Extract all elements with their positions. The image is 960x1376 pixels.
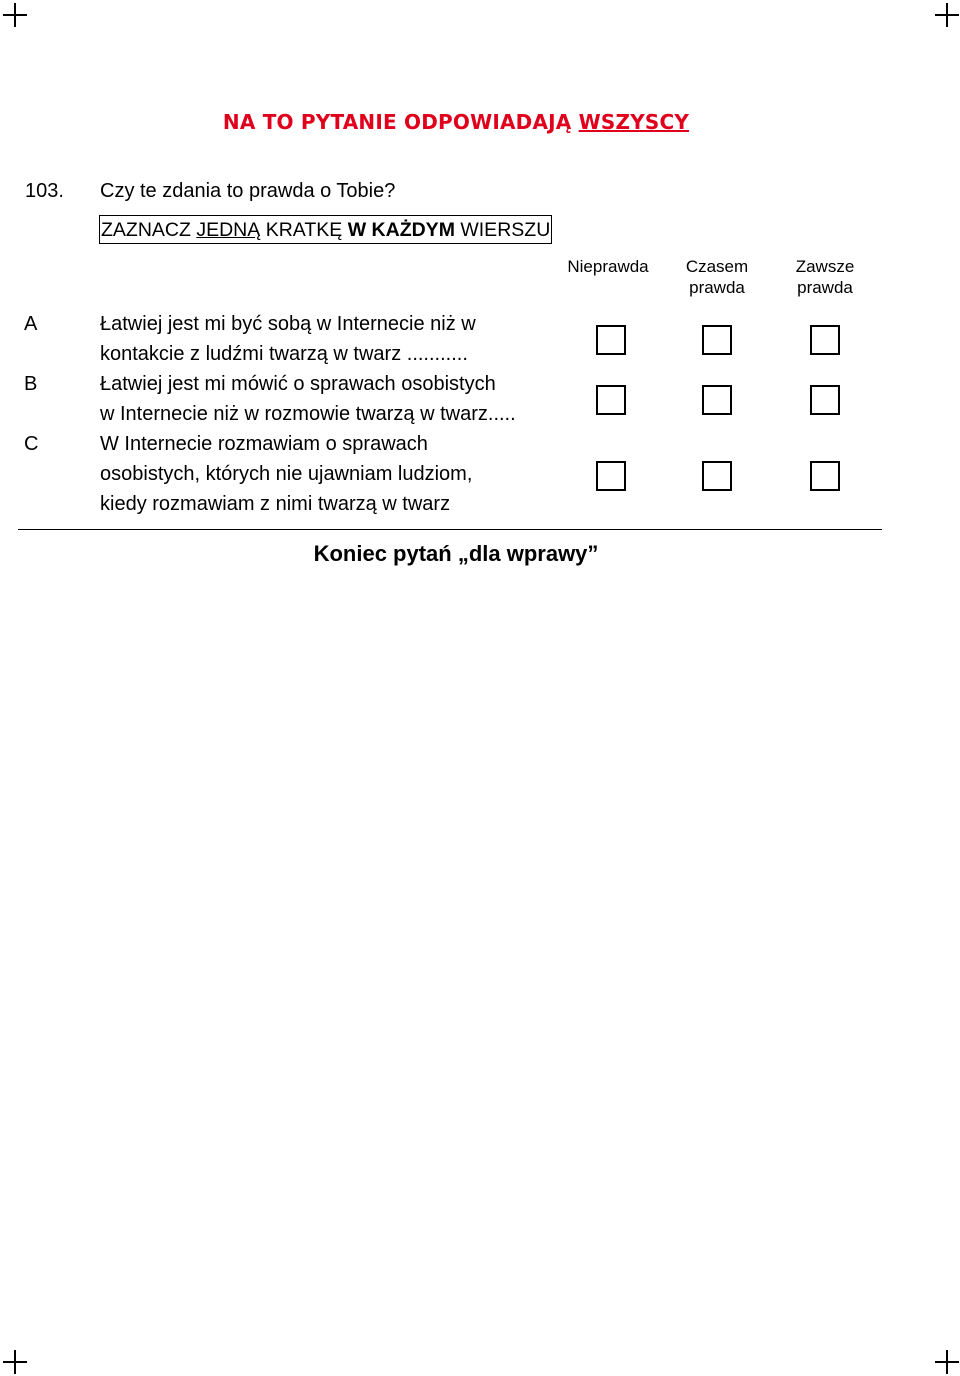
header-text: NA TO PYTANIE ODPOWIADAJĄ <box>222 110 572 134</box>
row-c-statement <box>100 429 472 519</box>
question-text: Czy te zdania to prawda o Tobie? <box>100 180 396 202</box>
column-header-czasem <box>662 256 772 298</box>
row-letter-c: C <box>24 433 39 455</box>
column-header-line: Zawsze <box>795 257 855 276</box>
statement-line: kiedy rozmawiam z nimi twarzą w twarz <box>100 493 451 515</box>
row-letter-b: B <box>24 373 38 395</box>
crop-mark-bottom-left <box>3 1350 27 1374</box>
row-b-statement <box>100 369 516 429</box>
row-b-zawsze-checkbox[interactable] <box>810 385 840 415</box>
crop-mark-bottom-right <box>935 1350 959 1374</box>
statement-line: osobistych, których nie ujawniam ludziom, <box>100 463 473 485</box>
statement-line: kontakcie z ludźmi twarzą w twarz ........... <box>100 343 468 365</box>
column-header-line: Czasem <box>685 257 749 276</box>
row-a-zawsze-checkbox[interactable] <box>810 325 840 355</box>
instruction-part: ZAZNACZ <box>101 219 191 241</box>
header-emphasis: WSZYSCY <box>578 110 690 134</box>
statement-line: Łatwiej jest mi mówić o sprawach osobistych <box>100 373 496 395</box>
row-c-czasem-checkbox[interactable] <box>702 461 732 491</box>
instruction-part: KRATKĘ <box>265 219 343 241</box>
statement-line: w Internecie niż w rozmowie twarzą w twarz..... <box>100 403 516 425</box>
row-a-statement <box>100 309 476 369</box>
column-header-zawsze <box>770 256 880 298</box>
section-header <box>0 110 912 134</box>
statement-line: W Internecie rozmawiam o sprawach <box>100 433 428 455</box>
row-b-czasem-checkbox[interactable] <box>702 385 732 415</box>
instruction-part: W KAŻDYM <box>347 219 455 241</box>
instruction-part: WIERSZU <box>460 219 551 241</box>
row-c-zawsze-checkbox[interactable] <box>810 461 840 491</box>
crop-mark-top-left <box>3 3 27 27</box>
crop-mark-top-right <box>935 3 959 27</box>
instruction-part: JEDNĄ <box>196 219 261 241</box>
column-header-line: Nieprawda <box>567 257 649 276</box>
row-letter-a: A <box>24 313 38 335</box>
row-b-nieprawda-checkbox[interactable] <box>596 385 626 415</box>
column-header-nieprawda <box>553 256 663 277</box>
question-number: 103. <box>25 180 64 202</box>
horizontal-divider <box>18 529 882 530</box>
section-footer: Koniec pytań „dla wprawy” <box>313 541 599 566</box>
statement-line: Łatwiej jest mi być sobą w Internecie niż w <box>100 313 476 335</box>
column-header-line: prawda <box>689 278 745 297</box>
column-header-line: prawda <box>797 278 853 297</box>
instruction-box <box>99 215 552 244</box>
row-a-czasem-checkbox[interactable] <box>702 325 732 355</box>
row-c-nieprawda-checkbox[interactable] <box>596 461 626 491</box>
row-a-nieprawda-checkbox[interactable] <box>596 325 626 355</box>
